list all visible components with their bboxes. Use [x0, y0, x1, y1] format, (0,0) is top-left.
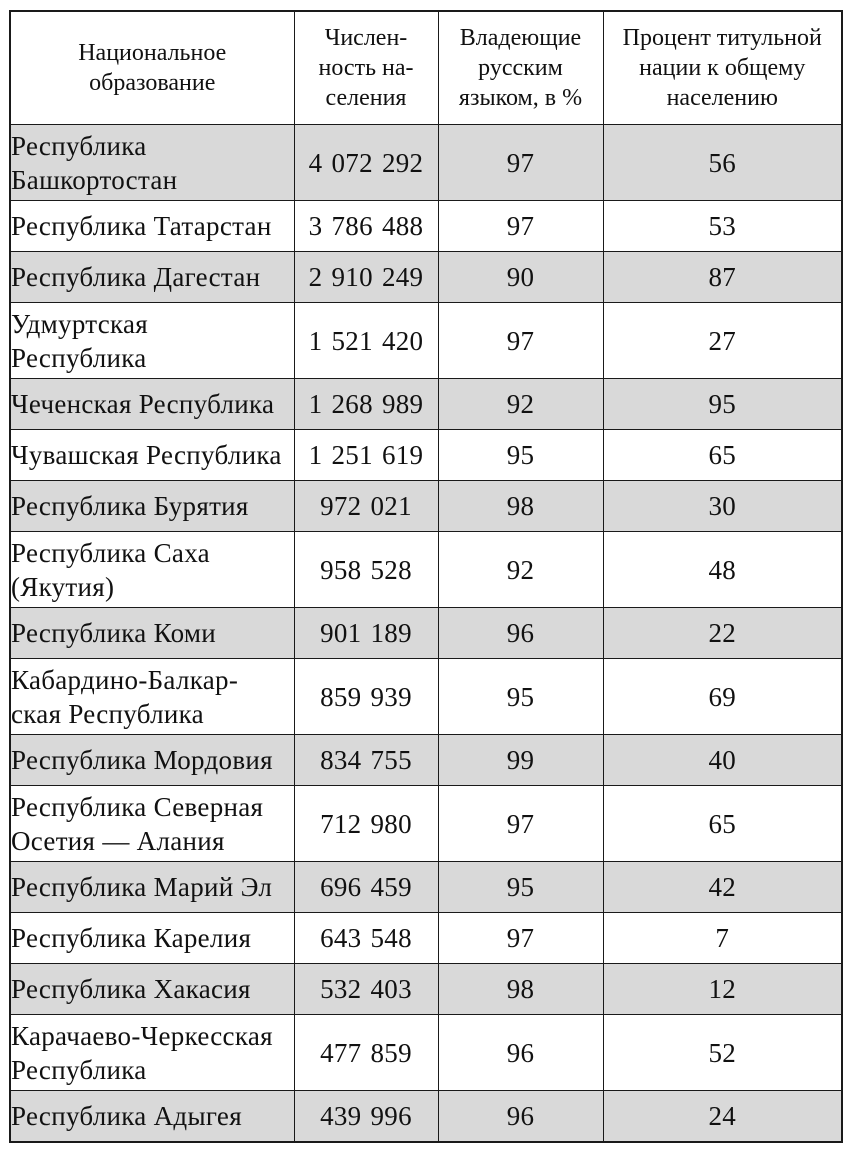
cell-entity-name — [10, 379, 294, 430]
cell-entity-name — [10, 252, 294, 303]
header-national-entity — [10, 11, 294, 125]
table-row — [10, 430, 842, 481]
table-row — [10, 964, 842, 1015]
cell-entity-name — [10, 481, 294, 532]
table-row — [10, 303, 842, 379]
cell-russian-percent: 97 — [438, 913, 603, 964]
table-row — [10, 735, 842, 786]
cell-population: 439 996 — [294, 1091, 438, 1142]
entity-name-line: Удмуртская — [11, 308, 149, 339]
entity-name-line: Республика Саха — [11, 537, 210, 568]
header-line: Числен- — [324, 25, 408, 51]
cell-russian-percent: 95 — [438, 659, 603, 735]
header-line: селения — [325, 85, 407, 111]
cell-entity-name — [10, 303, 294, 379]
cell-russian-percent: 97 — [438, 786, 603, 862]
cell-russian-percent: 97 — [438, 201, 603, 252]
header-line: русским — [478, 55, 563, 81]
table-row — [10, 201, 842, 252]
table-row — [10, 1015, 842, 1091]
cell-russian-percent: 96 — [438, 1091, 603, 1142]
entity-name-line: Чувашская Республика — [11, 440, 282, 470]
entity-name-line: (Якутия) — [11, 571, 115, 602]
cell-titular-percent: 24 — [603, 1091, 842, 1142]
cell-titular-percent: 87 — [603, 252, 842, 303]
cell-population: 477 859 — [294, 1015, 438, 1091]
cell-titular-percent: 27 — [603, 303, 842, 379]
header-line: населению — [666, 85, 778, 111]
cell-population: 859 939 — [294, 659, 438, 735]
entity-name-line: Республика Хакасия — [11, 974, 251, 1004]
cell-russian-percent: 95 — [438, 862, 603, 913]
entity-name-line: Республика Северная — [11, 791, 264, 822]
entity-name-line: Республика — [11, 342, 147, 373]
cell-population: 1 521 420 — [294, 303, 438, 379]
cell-population: 3 786 488 — [294, 201, 438, 252]
table-row — [10, 252, 842, 303]
table-row — [10, 481, 842, 532]
cell-russian-percent: 99 — [438, 735, 603, 786]
republics-table — [9, 10, 843, 1143]
cell-titular-percent: 22 — [603, 608, 842, 659]
cell-titular-percent: 65 — [603, 786, 842, 862]
table-row — [10, 532, 842, 608]
cell-russian-percent: 92 — [438, 379, 603, 430]
entity-name-line: Республика Адыгея — [11, 1100, 242, 1131]
cell-titular-percent: 52 — [603, 1015, 842, 1091]
cell-entity-name — [10, 1091, 294, 1142]
cell-population: 2 910 249 — [294, 252, 438, 303]
cell-russian-percent: 96 — [438, 1015, 603, 1091]
cell-population: 958 528 — [294, 532, 438, 608]
cell-population: 643 548 — [294, 913, 438, 964]
entity-name-line: Республика Бурятия — [11, 491, 249, 521]
cell-titular-percent: 53 — [603, 201, 842, 252]
header-line: Процент титульной — [622, 25, 822, 51]
table-row — [10, 1091, 842, 1142]
cell-entity-name — [10, 430, 294, 481]
cell-russian-percent: 96 — [438, 608, 603, 659]
cell-population: 532 403 — [294, 964, 438, 1015]
entity-name-line: ская Республика — [11, 698, 204, 729]
entity-name-line: Карачаево-Черкесская — [11, 1020, 273, 1051]
cell-population: 4 072 292 — [294, 125, 438, 201]
cell-entity-name — [10, 735, 294, 786]
entity-name-line: Республика Коми — [11, 618, 217, 648]
header-titular-percent — [603, 11, 842, 125]
header-line: языком, в % — [458, 85, 583, 111]
cell-entity-name — [10, 532, 294, 608]
cell-titular-percent: 69 — [603, 659, 842, 735]
table-body — [10, 125, 842, 1142]
cell-population: 834 755 — [294, 735, 438, 786]
table-row — [10, 786, 842, 862]
cell-russian-percent: 92 — [438, 532, 603, 608]
entity-name-line: Республика — [11, 1054, 147, 1085]
entity-name-line: Осетия — Алания — [11, 825, 225, 856]
header-line: нации к общему — [639, 55, 806, 81]
cell-entity-name — [10, 125, 294, 201]
cell-titular-percent: 30 — [603, 481, 842, 532]
entity-name-line: Республика — [11, 130, 147, 161]
cell-population: 901 189 — [294, 608, 438, 659]
cell-russian-percent: 95 — [438, 430, 603, 481]
entity-name-line: Чеченская Республика — [11, 389, 275, 419]
cell-titular-percent: 7 — [603, 913, 842, 964]
header-line: ность на- — [318, 55, 414, 81]
entity-name-line: Республика Мордовия — [11, 745, 273, 775]
header-row — [10, 11, 842, 125]
table-row — [10, 379, 842, 430]
cell-titular-percent: 12 — [603, 964, 842, 1015]
cell-russian-percent: 97 — [438, 125, 603, 201]
cell-entity-name — [10, 913, 294, 964]
header-line: образование — [89, 70, 216, 96]
entity-name-line: Республика Дагестан — [11, 262, 261, 292]
cell-entity-name — [10, 608, 294, 659]
cell-population: 696 459 — [294, 862, 438, 913]
cell-population: 712 980 — [294, 786, 438, 862]
header-population — [294, 11, 438, 125]
cell-entity-name — [10, 964, 294, 1015]
cell-titular-percent: 65 — [603, 430, 842, 481]
header-russian-speakers — [438, 11, 603, 125]
cell-titular-percent: 56 — [603, 125, 842, 201]
header-line: Владеющие — [459, 25, 582, 51]
table-row — [10, 862, 842, 913]
table-row — [10, 913, 842, 964]
entity-name-line: Республика Карелия — [11, 923, 252, 953]
cell-titular-percent: 42 — [603, 862, 842, 913]
cell-russian-percent: 97 — [438, 303, 603, 379]
cell-entity-name — [10, 201, 294, 252]
header-line: Национальное — [78, 40, 227, 66]
cell-entity-name — [10, 659, 294, 735]
table-row — [10, 659, 842, 735]
entity-name-line: Кабардино-Балкар- — [11, 664, 239, 695]
cell-russian-percent: 98 — [438, 481, 603, 532]
entity-name-line: Республика Марий Эл — [11, 872, 273, 902]
cell-russian-percent: 98 — [438, 964, 603, 1015]
cell-entity-name — [10, 862, 294, 913]
entity-name-line: Башкортостан — [11, 164, 178, 195]
cell-russian-percent: 90 — [438, 252, 603, 303]
cell-titular-percent: 95 — [603, 379, 842, 430]
cell-titular-percent: 40 — [603, 735, 842, 786]
cell-titular-percent: 48 — [603, 532, 842, 608]
cell-population: 1 251 619 — [294, 430, 438, 481]
cell-entity-name — [10, 786, 294, 862]
cell-entity-name — [10, 1015, 294, 1091]
table-row — [10, 608, 842, 659]
cell-population: 972 021 — [294, 481, 438, 532]
table-row — [10, 125, 842, 201]
entity-name-line: Республика Татарстан — [11, 211, 272, 241]
cell-population: 1 268 989 — [294, 379, 438, 430]
